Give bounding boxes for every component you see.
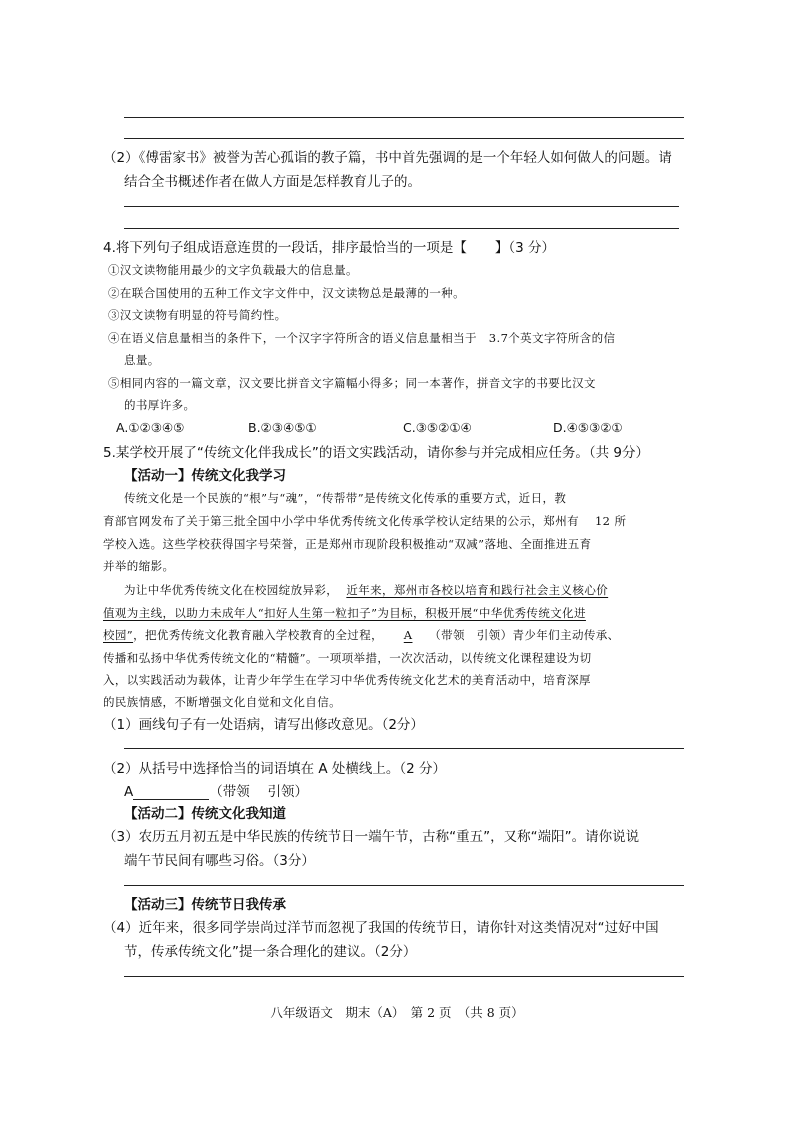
activity2-title: 【活动二】传统文化我知道	[124, 806, 286, 822]
underlined-sentence-end: 校园”	[103, 628, 134, 642]
q4-item-2: ②在联合国使用的五种工作文字文件中，汉文读物总是最薄的一种。	[108, 286, 465, 300]
q4-stem	[103, 236, 555, 256]
p2-line3	[103, 627, 620, 643]
q5-sub4-line1: （4）近年来，很多同学崇尚过洋节而忽视了我国的传统节日，请你针对这类情况对“过好中国	[103, 920, 659, 936]
p1-line1: 传统文化是一个民族的“根”与“魂”，“传帮带”是传统文化传承的重要方式，近日，教	[124, 491, 567, 505]
q4-option-b[interactable]: B.②③④⑤①	[248, 420, 317, 435]
answer-line	[124, 885, 684, 886]
q5-sub1: （1）画线句子有一处语病，请写出修改意见。（2分）	[103, 717, 424, 733]
answer-line	[124, 117, 684, 118]
underlined-sentence-cont: 值观为主线，以助力未成年人“扣好人生第一粒扣子”为目标，积极开展“中华优秀传统文化进	[103, 606, 586, 620]
p2-line5: 入，以实践活动为载体，让青少年学生在学习中华优秀传统文化艺术的美育活动中，培育深厚	[103, 673, 591, 687]
p1-line2: 育部官网发布了关于第三批全国中小学中华优秀传统文化传承学校认定结果的公示，郑州有 12 所	[103, 514, 627, 528]
sub2-blank-label: A	[124, 784, 134, 800]
activity3-title: 【活动三】传统节日我传承	[124, 897, 286, 913]
p1-line4: 并举的缩影。	[103, 559, 175, 573]
p2-line4: 传播和弘扬中华优秀传统文化的“精髓”。一项项举措，一次次活动，以传统文化课程建设为切	[103, 651, 592, 665]
q4-option-a[interactable]: A.①②③④⑤	[116, 420, 185, 435]
q5-stem: 5.某学校开展了“传统文化伴我成长”的语文实践活动，请你参与并完成相应任务。（共 9分）	[103, 445, 649, 461]
underlined-sentence: 近年来，郑州市各校以培育和践行社会主义核心价	[346, 583, 609, 597]
p2-line1-pre: 为让中华优秀传统文化在校园绽放异彩，	[124, 583, 339, 597]
q4-item-5-cont: 的书厚许多。	[124, 398, 196, 412]
answer-line	[124, 748, 684, 749]
answer-line	[124, 206, 679, 207]
q4-stem-text: 4.将下列句子组成语意连贯的一段话，排序最恰当的一项是【	[103, 240, 467, 256]
blank-a-label: A	[403, 628, 413, 642]
activity1-title: 【活动一】传统文化我学习	[124, 468, 286, 484]
q4-item-1: ①汉文读物能用最少的文字负载最大的信息量。	[108, 263, 358, 277]
sub2-answer-blank[interactable]	[133, 785, 209, 800]
q5-sub2: （2）从括号中选择恰当的词语填在 A 处横线上。（2 分）	[103, 761, 447, 777]
answer-line	[124, 976, 684, 977]
q5-sub3-line1: （3）农历五月初五是中华民族的传统节日一端午节，古称“重五”，又称“端阳”。请你说说	[103, 829, 640, 845]
answer-line	[124, 228, 679, 229]
q4-option-d[interactable]: D.④⑤③②①	[553, 420, 623, 435]
q4-item-4: ④在语义信息量相当的条件下，一个汉字字符所含的语义信息量相当于 3.7个英文字符所含的信	[108, 331, 616, 345]
page-footer: 八年级语文 期末（A） 第 2 页 （共 8 页）	[270, 1005, 524, 1020]
q4-item-5: ⑤相同内容的一篇文章，汉文要比拼音文字篇幅小得多；同一本著作，拼音文字的书要比汉文	[108, 376, 596, 390]
q4-item-4-cont: 息量。	[124, 353, 160, 367]
p2-line3-post: ，把优秀传统文化教育融入学校教育的全过程，	[133, 628, 383, 642]
sub2-options: （带领 引领）	[209, 784, 309, 800]
q4-option-c[interactable]: C.③⑤②①④	[403, 420, 472, 435]
q5-sub2-answer	[124, 780, 308, 800]
q4-item-3: ③汉文读物有明显的符号简约性。	[108, 308, 287, 322]
q3-2-line1: （2）《傅雷家书》被誉为苦心孤诣的教子篇，书中首先强调的是一个年轻人如何做人的问题。请	[103, 150, 672, 166]
p2-line1	[124, 582, 608, 598]
p1-line3: 学校入选。这些学校获得国字号荣誉，正是郑州市现阶段积极推动“双减”落地、全面推进五育	[103, 537, 592, 551]
p2-line6: 的民族情感，不断增强文化自觉和文化自信。	[103, 695, 341, 709]
q5-sub4-line2: 节，传承传统文化”提一条合理化的建议。（2分）	[124, 944, 417, 960]
answer-line	[124, 138, 684, 139]
p2-line3-tail: （带领 引领）青少年们主动传承、	[429, 628, 620, 642]
p2-line2	[103, 605, 586, 621]
q4-bracket-close: 】（3 分）	[494, 240, 556, 256]
q3-2-line2: 结合全书概述作者在做人方面是怎样教育儿子的。	[124, 174, 421, 190]
q5-sub3-line2: 端午节民间有哪些习俗。（3分）	[124, 853, 315, 869]
